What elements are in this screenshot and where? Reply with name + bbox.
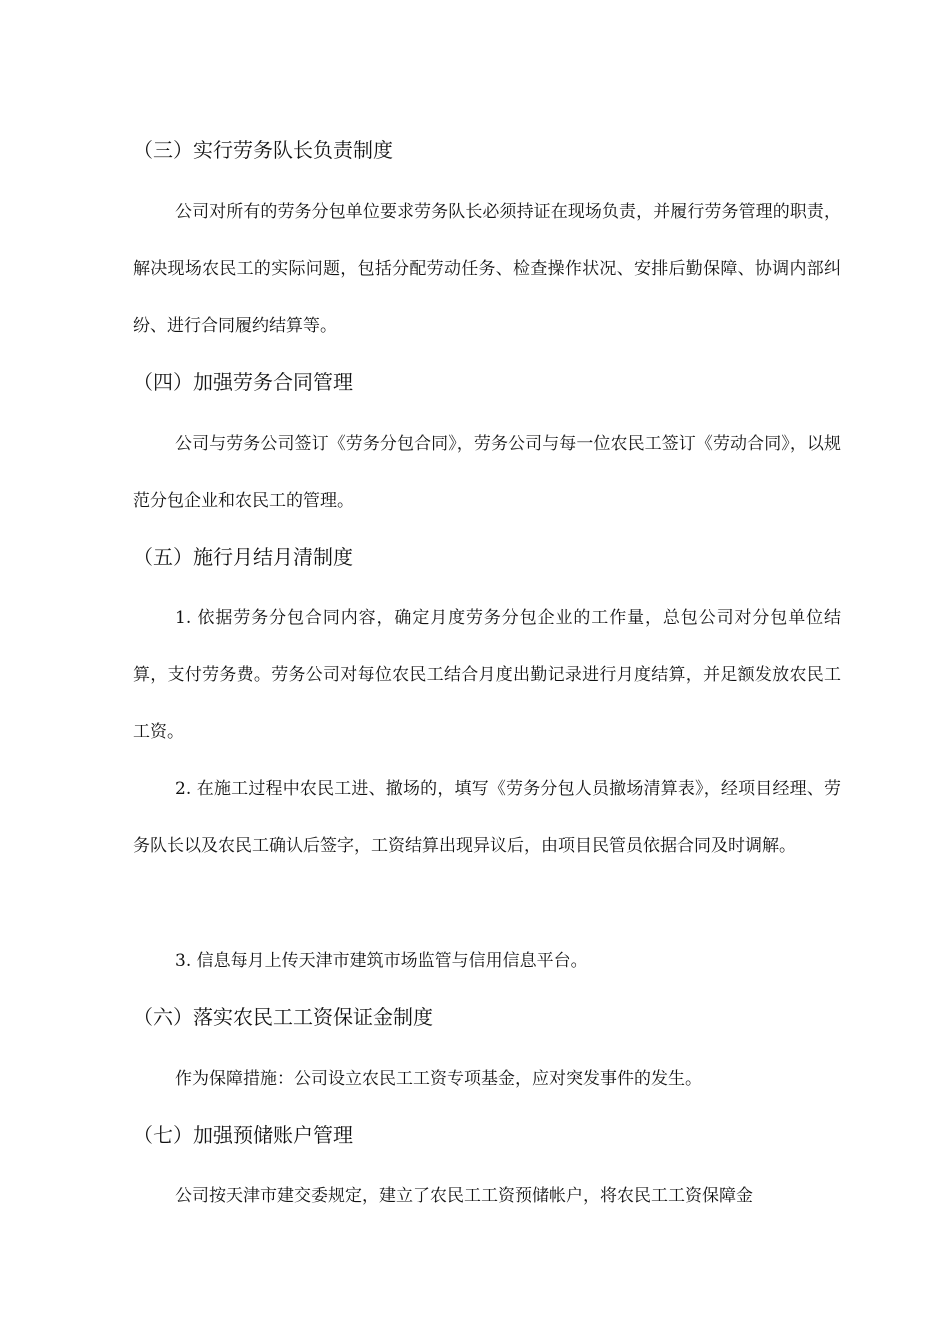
section-6-paragraph: 作为保障措施：公司设立农民工工资专项基金，应对突发事件的发生。 (175, 1069, 702, 1089)
section-5-item-2: 2. 在施工过程中农民工进、撤场的，填写《劳务分包人员撤场清算表》，经项目经理、劳务队长以及农民工确认后签字，工资结算出现异议后，由项目民管员依据合同及时调解。 (133, 779, 841, 856)
section-4-paragraph: 公司与劳务公司签订《劳务分包合同》，劳务公司与每一位农民工签订《劳动合同》，以规范分包企业和农民工的管理。 (133, 434, 841, 511)
section-7-paragraph: 公司按天津市建交委规定，建立了农民工工资预储帐户，将农民工工资保障金 (175, 1186, 753, 1206)
section-heading-5: （五）施行月结月清制度 (133, 545, 353, 569)
section-heading-6: （六）落实农民工工资保证金制度 (133, 1005, 433, 1029)
section-heading-4: （四）加强劳务合同管理 (133, 370, 353, 394)
section-heading-7: （七）加强预储账户管理 (133, 1123, 353, 1147)
section-heading-3: （三）实行劳务队长负责制度 (133, 138, 393, 162)
section-5-item-1: 1. 依据劳务分包合同内容，确定月度劳务分包企业的工作量，总包公司对分包单位结算，支付劳务费。劳务公司对每位农民工结合月度出勤记录进行月度结算，并足额发放农民工工资。 (133, 608, 841, 742)
section-3-paragraph: 公司对所有的劳务分包单位要求劳务队长必须持证在现场负责，并履行劳务管理的职责，解决现场农民工的实际问题，包括分配劳动任务、检查操作状况、安排后勤保障、协调内部纠纷、进行合同履约结算等。 (133, 202, 841, 336)
section-5-item-3: 3. 信息每月上传天津市建筑市场监管与信用信息平台。 (175, 951, 588, 971)
